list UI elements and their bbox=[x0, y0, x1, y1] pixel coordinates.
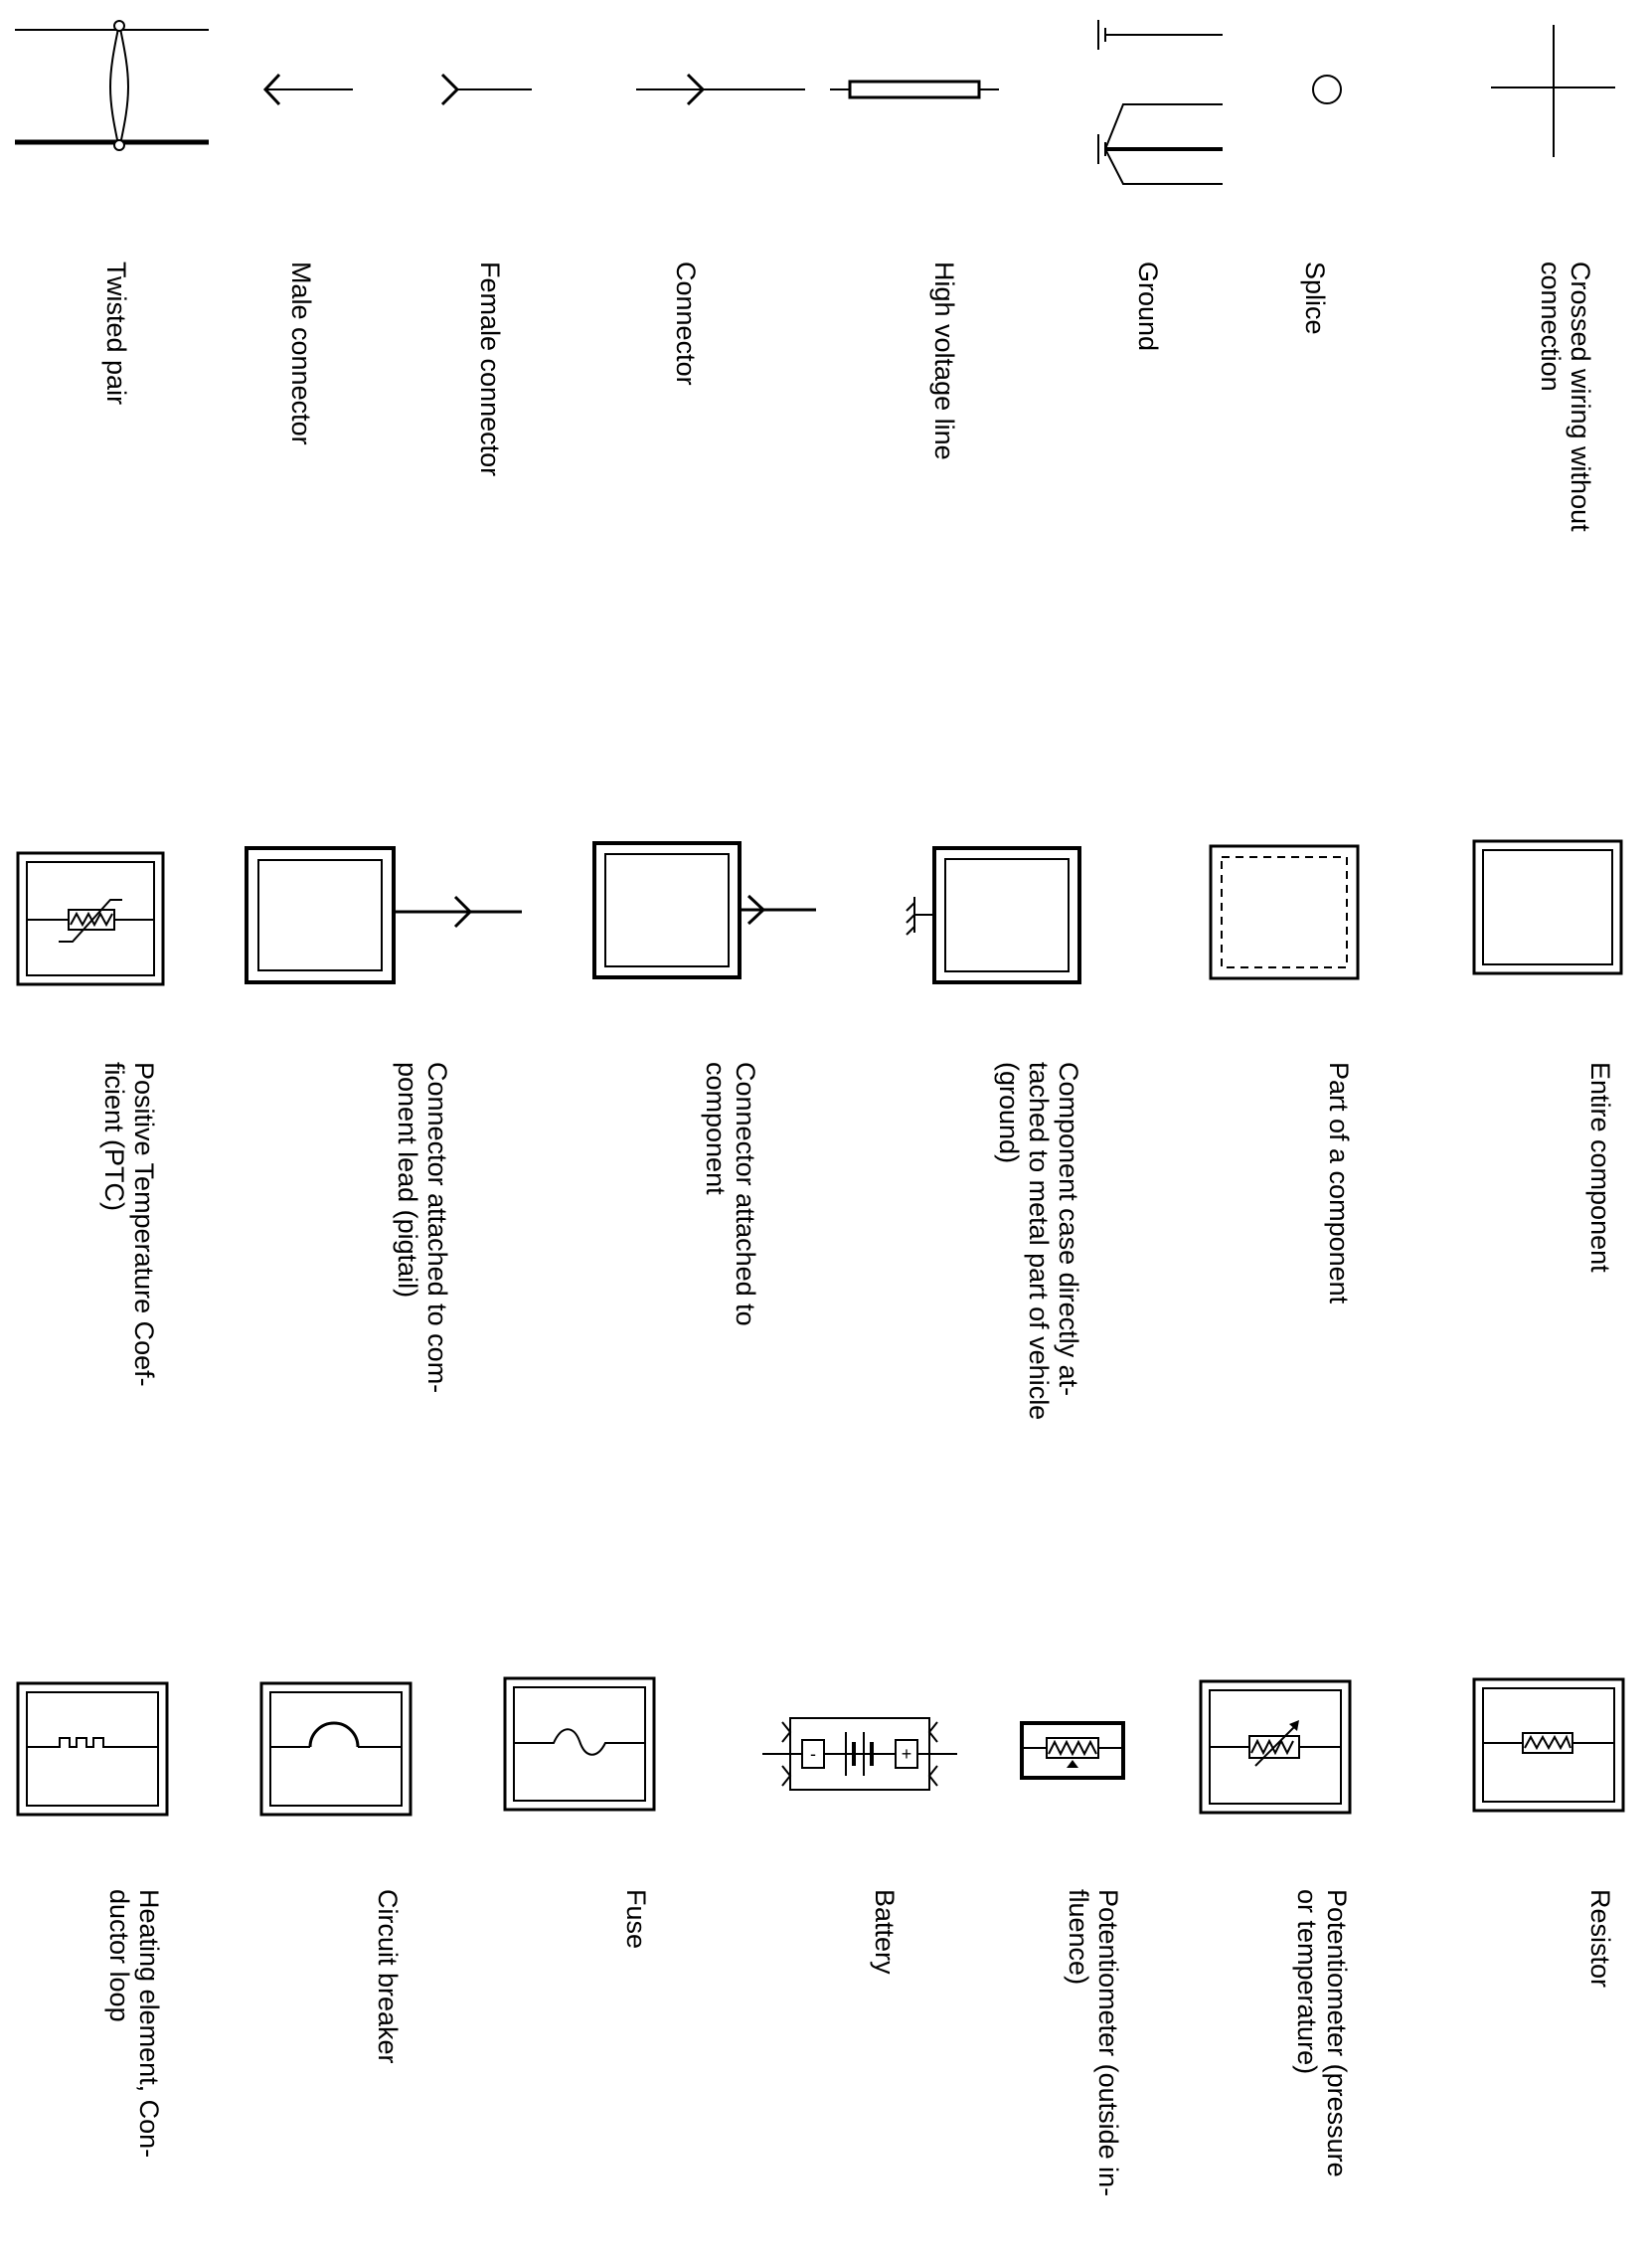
fuse-icon bbox=[502, 1675, 661, 1815]
label-ptc: Positive Temperature Coef- ficient (PTC) bbox=[99, 1062, 159, 1387]
label-pigtail-connector: Connector attached to com- ponent lead (pigtail) bbox=[393, 1062, 452, 1394]
label-ground: Ground bbox=[1133, 261, 1163, 352]
potentiometer-pressure-icon bbox=[1198, 1678, 1357, 1818]
female-connector-icon bbox=[432, 65, 542, 114]
label-battery: Battery bbox=[870, 1889, 900, 1975]
label-female-connector: Female connector bbox=[475, 261, 505, 477]
label-potentiometer-outside: Potentiometer (outside in- fluence) bbox=[1064, 1889, 1123, 2197]
label-fuse: Fuse bbox=[621, 1889, 651, 1950]
heating-element-icon bbox=[15, 1680, 174, 1820]
label-part-component: Part of a component bbox=[1324, 1062, 1354, 1304]
part-component-icon bbox=[1208, 843, 1367, 982]
label-splice: Splice bbox=[1300, 261, 1330, 335]
male-connector-icon bbox=[253, 65, 363, 114]
entire-component-icon bbox=[1471, 838, 1630, 977]
label-male-connector: Male connector bbox=[286, 261, 316, 445]
splice-icon bbox=[1307, 70, 1347, 109]
label-potentiometer-pressure: Potentiometer (pressure or temperature) bbox=[1292, 1889, 1352, 2177]
label-connector: Connector bbox=[671, 261, 701, 386]
connector-icon bbox=[626, 65, 815, 114]
label-component-connector: Connector attached to component bbox=[701, 1062, 760, 1326]
battery-icon bbox=[760, 1710, 959, 1800]
twisted-pair-icon bbox=[0, 0, 229, 169]
high-voltage-line-icon bbox=[825, 65, 1004, 114]
ground-icon bbox=[1083, 10, 1233, 189]
crossed-wiring-icon bbox=[1486, 20, 1625, 159]
component-connector-icon bbox=[591, 840, 820, 984]
circuit-breaker-icon bbox=[258, 1680, 417, 1820]
battery-minus-sign: - bbox=[810, 1744, 816, 1764]
label-heating-element: Heating element, Con- ductor loop bbox=[104, 1889, 164, 2159]
label-entire-component: Entire component bbox=[1585, 1062, 1615, 1273]
resistor-icon bbox=[1471, 1676, 1630, 1816]
potentiometer-outside-icon bbox=[1019, 1720, 1128, 1785]
pigtail-connector-icon bbox=[244, 845, 527, 989]
ptc-icon bbox=[15, 850, 169, 989]
label-case-ground: Component case directly at- tached to metal part of vehicle (ground) bbox=[994, 1062, 1083, 1421]
label-crossed-wiring: Crossed wiring without connection bbox=[1536, 261, 1595, 532]
label-resistor: Resistor bbox=[1585, 1889, 1615, 1989]
case-ground-icon bbox=[885, 845, 1083, 989]
battery-plus-sign: + bbox=[901, 1744, 912, 1764]
label-high-voltage-line: High voltage line bbox=[929, 261, 959, 460]
label-twisted-pair: Twisted pair bbox=[101, 261, 131, 406]
label-circuit-breaker: Circuit breaker bbox=[373, 1889, 403, 2064]
